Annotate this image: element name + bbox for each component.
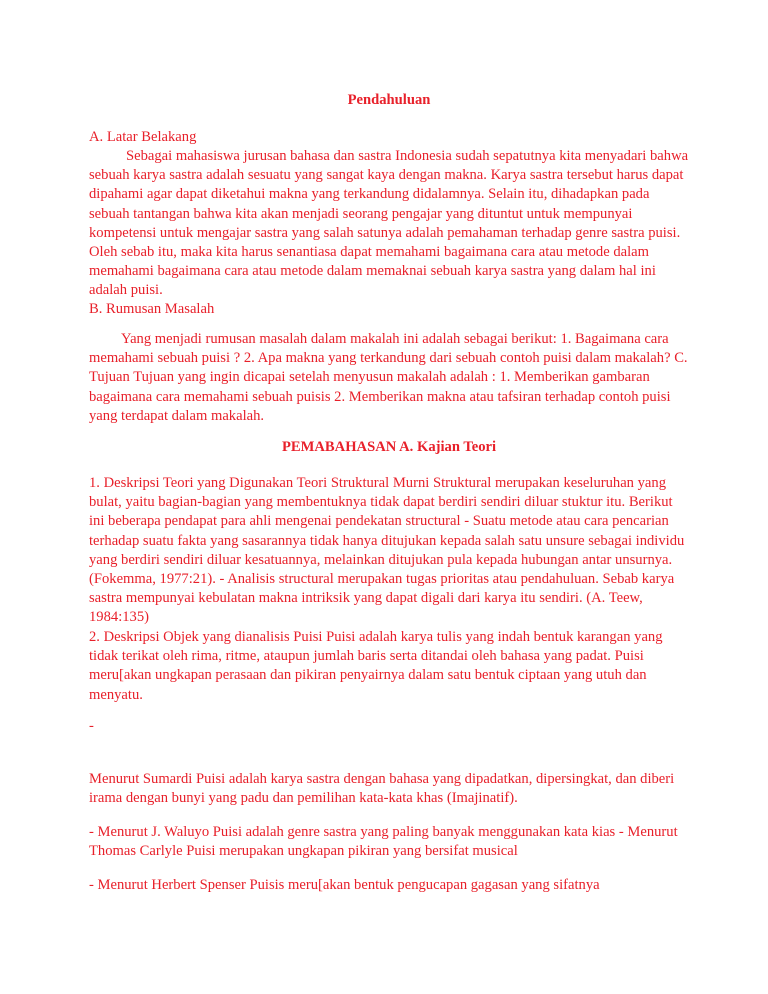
section-a-heading: A. Latar Belakang [89,129,197,145]
paragraph-sumardi: Menurut Sumardi Puisi adalah karya sastra dengan bahasa yang dipadatkan, dipersingkat, dan diberi irama dengan bunyi yang padu dan pemilihan kata-kata khas (Imajinatif). [89,771,675,807]
page-title: Pendahuluan [347,92,431,108]
paragraph-spenser: - Menurut Herbert Spenser Puisis meru[akan bentuk pengucapan gagasan yang sifatnya [89,877,600,893]
paragraph-teori: 1. Deskripsi Teori yang Digunakan Teori Struktural Murni Struktural merupakan keseluruhan yang bulat, yaitu bagian-bagian yang membentuknya tidak dapat berdiri sendiri diluar stuktur itu. Berikut ini beberapa pendapat para ahli mengenai pendekatan structural - Suatu metode atau cara pencarian terhadap suatu fakta yang sasarannya tidak hanya ditujukan kepada salah satu unsure sebagai individu yang berdiri sendiri diluar kesatuannya, melainkan ditujukan pula kepada hubungan antar unsurnya. (Fokemma, 1977:21). - Analisis structural merupakan tugas prioritas atau pendahuluan. Sebab karya sastra mempunyai kebulatan makna intriksik yang dapat digali dari karya itu sendiri. (A. Teew, 1984:135) [89,475,685,626]
paragraph-waluyo-carlyle: - Menurut J. Waluyo Puisi adalah genre sastra yang paling banyak menggunakan kata kias - Menurut Thomas Carlyle Puisi merupakan ungkapan pikiran yang bersifat musical [89,824,678,860]
section-2-title: PEMABAHASAN A. Kajian Teori [281,439,497,455]
list-dash: - [89,718,94,734]
section-b-body: Yang menjadi rumusan masalah dalam makalah ini adalah sebagai berikut: 1. Bagaimana cara memahami sebuah puisi ? 2. Apa makna yang terkandung dari sebuah contoh puisi dalam makalah? C. Tujuan Tujuan yang ingin dicapai setelah menyusun makalah adalah : 1. Memberikan gambaran bagaimana cara memahami sebuah puisis 2. Memberikan makna atau tafsiran terhadap contoh puisi yang terdapat dalam makalah. [89,331,688,424]
paragraph-objek: 2. Deskripsi Objek yang dianalisis Puisi Puisi adalah karya tulis yang indah bentuk karangan yang tidak terikat oleh rima, ritme, ataupun jumlah baris serta ditandai oleh bahasa yang padat. Puisi meru[akan ungkapan perasaan dan pikiran penyairnya dalam satu bentuk ciptaan yang utuh dan menyatu. [89,629,663,703]
section-b-heading: B. Rumusan Masalah [89,301,215,317]
section-a-body: Sebagai mahasiswa jurusan bahasa dan sastra Indonesia sudah sepatutnya kita menyadari bahwa sebuah karya sastra adalah sesuatu yang sangat kaya dengan makna. Karya sastra tersebut harus dapat dipahami agar dapat diketahui makna yang terkandung didalamnya. Selain itu, dihadapkan pada sebuah tantangan bahwa kita akan menjadi seorang pengajar yang dituntut untuk mempunyai kompetensi untuk mengajar sastra yang salah satunya adalah pemahaman terhadap genre sastra puisi. Oleh sebab itu, maka kita harus senantiasa dapat memahami bagaimana cara atau metode dalam memahami bagaimana cara atau metode dalam memaknai sebuah karya sastra yang dalam hal ini adalah puisi. [89,148,689,299]
